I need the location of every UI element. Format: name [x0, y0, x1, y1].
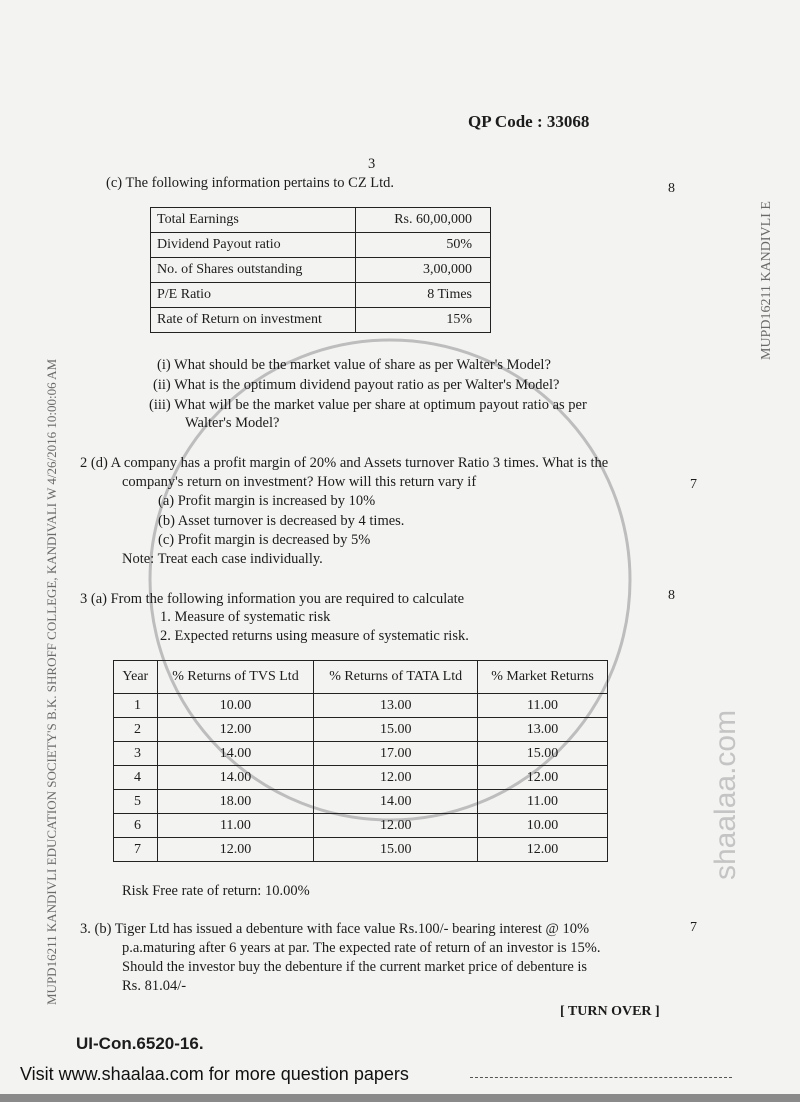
q3a-item: 2. Expected returns using measure of systematic risk. [160, 628, 469, 644]
turn-over: [ TURN OVER ] [560, 1004, 660, 1019]
table-cell: 7 [114, 838, 158, 862]
table-cell: 12.00 [157, 838, 314, 862]
table-cell: 12.00 [157, 718, 314, 742]
scan-edge [0, 1094, 800, 1102]
risk-free-rate: Risk Free rate of return: 10.00% [122, 883, 310, 899]
q3b-line: Should the investor buy the debenture if the current market price of debenture is [122, 959, 588, 975]
table-cell: 10.00 [478, 814, 608, 838]
table-cell: 14.00 [157, 766, 314, 790]
row-value: 50% [356, 233, 491, 258]
column-header: % Returns of TVS Ltd [157, 661, 314, 694]
q3a-marks: 8 [668, 588, 675, 603]
table-row [151, 308, 491, 333]
table-cell: 11.00 [478, 694, 608, 718]
row-label: Rate of Return on investment [151, 308, 356, 333]
row-value: 8 Times [356, 283, 491, 308]
q3b-line: Rs. 81.04/- [122, 978, 187, 994]
q1c-label: (c) The following information pertains to CZ Ltd. [106, 175, 395, 191]
table-cell: 18.00 [157, 790, 314, 814]
q2d-line: company's return on investment? How will this return vary if [122, 474, 477, 490]
table-cell: 11.00 [478, 790, 608, 814]
table-cell: 14.00 [157, 742, 314, 766]
table-cell: 2 [114, 718, 158, 742]
q1c-marks: 8 [668, 181, 675, 196]
table-cell: 15.00 [478, 742, 608, 766]
row-label: No. of Shares outstanding [151, 258, 356, 283]
column-header: % Market Returns [478, 661, 608, 694]
footer-rule [470, 1077, 732, 1078]
table-cell: 10.00 [157, 694, 314, 718]
table-row [151, 208, 491, 233]
q3b-line: 3. (b) Tiger Ltd has issued a debenture with face value Rs.100/- bearing interest @ 10% [80, 921, 590, 937]
q3a-item: 1. Measure of systematic risk [160, 609, 331, 625]
q2d-line: 2 (d) A company has a profit margin of 20% and Assets turnover Ratio 3 times. What is the [80, 455, 609, 471]
page-number: 3 [368, 156, 376, 172]
q3b-line: p.a.maturing after 6 years at par. The expected rate of return of an investor is 15%. [122, 940, 601, 956]
table-cell: 15.00 [314, 838, 478, 862]
q2d-item: (c) Profit margin is decreased by 5% [158, 532, 371, 548]
column-header: % Returns of TATA Ltd [314, 661, 478, 694]
q1c-question: (ii) What is the optimum dividend payout ratio as per Walter's Model? [153, 377, 560, 393]
q2d-item: (a) Profit margin is increased by 10% [158, 493, 376, 509]
table-cell: 3 [114, 742, 158, 766]
returns-table [113, 660, 608, 862]
table-row [151, 258, 491, 283]
q1c-question: (i) What should be the market value of share as per Walter's Model? [157, 357, 551, 373]
table-cell: 12.00 [314, 766, 478, 790]
table-row [114, 742, 608, 766]
table-row [114, 790, 608, 814]
qp-code: QP Code : 33068 [468, 112, 590, 131]
q1c-question: Walter's Model? [185, 415, 280, 431]
table-cell: 13.00 [478, 718, 608, 742]
cz-ltd-table [150, 207, 491, 333]
row-value: Rs. 60,00,000 [356, 208, 491, 233]
table-cell: 11.00 [157, 814, 314, 838]
table-cell: 14.00 [314, 790, 478, 814]
row-label: Dividend Payout ratio [151, 233, 356, 258]
row-value: 15% [356, 308, 491, 333]
table-cell: 17.00 [314, 742, 478, 766]
table-cell: 6 [114, 814, 158, 838]
q2d-item: (b) Asset turnover is decreased by 4 times. [158, 513, 405, 529]
table-cell: 15.00 [314, 718, 478, 742]
q2d-note: Note: Treat each case individually. [122, 551, 323, 567]
table-cell: 12.00 [314, 814, 478, 838]
table-cell: 12.00 [478, 766, 608, 790]
table-row [114, 814, 608, 838]
watermark-corner-text: MUPD16211 KANDIVLI E [759, 201, 774, 360]
table-cell: 4 [114, 766, 158, 790]
table-cell: 12.00 [478, 838, 608, 862]
column-header: Year [114, 661, 158, 694]
watermark-stamp: shaalaa.com [709, 709, 742, 880]
row-label: Total Earnings [151, 208, 356, 233]
watermark-diagonal-text: MUPD16211 KANDIVLI EDUCATION SOCIETY'S B.K. SHROFF COLLEGE, KANDIVALI W 4/26/2016 10:00:06 AM [44, 358, 59, 1005]
table-row [114, 718, 608, 742]
table-row [151, 233, 491, 258]
table-cell: 5 [114, 790, 158, 814]
table-row [114, 766, 608, 790]
q1c-question: (iii) What will be the market value per share at optimum payout ratio as per [149, 397, 587, 413]
table-cell: 13.00 [314, 694, 478, 718]
table-cell: 1 [114, 694, 158, 718]
footer-link[interactable]: Visit www.shaalaa.com for more question papers [20, 1064, 409, 1084]
table-row [114, 694, 608, 718]
q3a-line: 3 (a) From the following information you are required to calculate [80, 591, 465, 607]
q3b-marks: 7 [690, 920, 697, 935]
table-row [151, 283, 491, 308]
q2d-marks: 7 [690, 477, 697, 492]
row-value: 3,00,000 [356, 258, 491, 283]
footer-code: UI-Con.6520-16. [76, 1034, 204, 1053]
row-label: P/E Ratio [151, 283, 356, 308]
table-row [114, 838, 608, 862]
